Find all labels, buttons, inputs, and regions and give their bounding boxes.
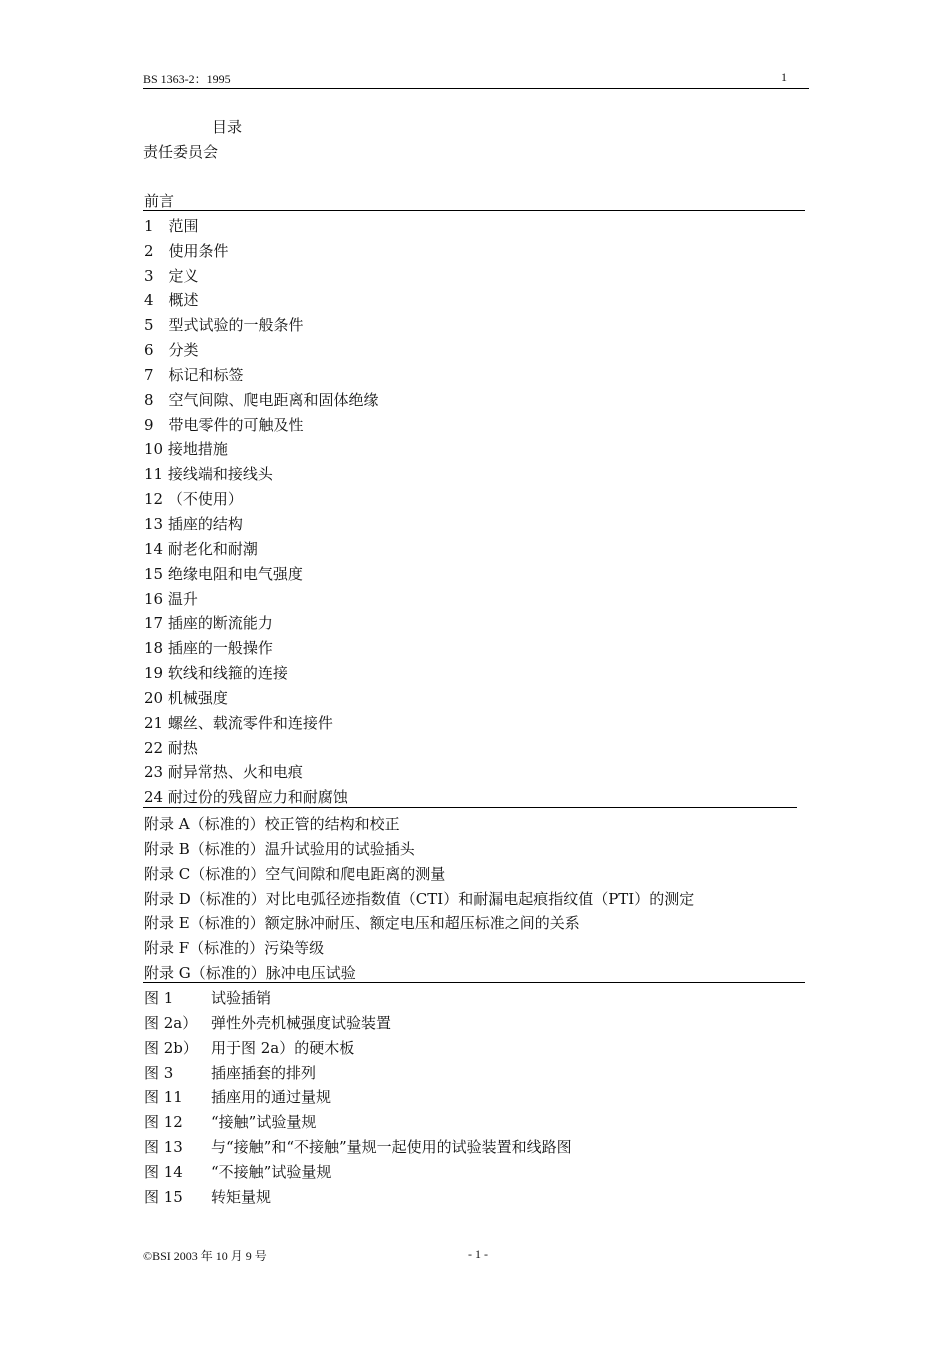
- figure-entry[interactable]: [144, 1185, 572, 1210]
- toc-entry[interactable]: 17 插座的断流能力: [144, 614, 273, 633]
- toc-entry[interactable]: 22 耐热: [144, 738, 198, 757]
- figure-entry[interactable]: [144, 1011, 572, 1036]
- toc-entry[interactable]: 3 定义: [144, 266, 199, 285]
- figure-label: 图 11: [144, 1088, 183, 1107]
- figure-title: “接触”试验量规: [211, 1113, 317, 1132]
- figure-title: 与“接触”和“不接触”量规一起使用的试验装置和线路图: [211, 1138, 572, 1157]
- toc-entry[interactable]: 24 耐过份的残留应力和耐腐蚀: [144, 788, 348, 807]
- toc-entry[interactable]: 11 接线端和接线头: [144, 465, 273, 484]
- figure-entry[interactable]: [144, 1160, 572, 1185]
- figure-title: 插座插套的排列: [211, 1063, 317, 1082]
- header-page-number: 1: [781, 70, 787, 84]
- annex-entry[interactable]: 附录 E（标准的）额定脉冲耐压、额定电压和超压标准之间的关系: [144, 914, 580, 933]
- annex-list: [144, 812, 694, 986]
- figure-entry[interactable]: [144, 986, 572, 1011]
- figure-label: 图 2b）: [144, 1038, 198, 1057]
- toc-entry[interactable]: 4 概述: [144, 291, 199, 310]
- toc-entry[interactable]: 10 接地措施: [144, 440, 228, 459]
- figure-title: 试验插销: [211, 989, 272, 1007]
- annex-entry[interactable]: 附录 A（标准的）校正管的结构和校正: [144, 815, 400, 833]
- figure-entry[interactable]: [144, 1036, 572, 1061]
- figure-entry[interactable]: [144, 1110, 572, 1135]
- figure-entry[interactable]: [144, 1061, 572, 1086]
- toc-entry[interactable]: 2 使用条件: [144, 241, 229, 260]
- sections-end-rule: [143, 807, 797, 808]
- figure-label: 图 3: [144, 1063, 174, 1082]
- toc-entry[interactable]: 9 带电零件的可触及性: [144, 415, 304, 434]
- toc-entry[interactable]: 14 耐老化和耐潮: [144, 539, 258, 558]
- toc-entry[interactable]: 20 机械强度: [144, 688, 228, 707]
- figure-label: 图 15: [144, 1187, 183, 1206]
- annex-entry[interactable]: 附录 B（标准的）温升试验用的试验插头: [144, 839, 415, 858]
- figure-title: 弹性外壳机械强度试验装置: [211, 1013, 392, 1032]
- toc-entry[interactable]: 13 插座的结构: [144, 514, 243, 533]
- toc-entry[interactable]: 16 温升: [144, 589, 198, 608]
- toc-entry-foreword[interactable]: 前言: [144, 192, 175, 210]
- figure-label: 图 14: [144, 1162, 183, 1181]
- toc-entry[interactable]: 21 螺丝、载流零件和连接件: [144, 713, 333, 732]
- annexes-end-rule: [143, 982, 805, 983]
- figure-entry[interactable]: [144, 1135, 572, 1160]
- figure-title: “不接触”试验量规: [211, 1162, 332, 1181]
- section-list: [144, 189, 379, 810]
- figure-label: 图 2a）: [144, 1013, 198, 1032]
- footer-page-number: - 1 -: [468, 1247, 488, 1261]
- toc-entry[interactable]: 6 分类: [144, 341, 199, 360]
- toc-entry[interactable]: 12 （不使用）: [144, 490, 243, 509]
- toc-entry[interactable]: 19 软线和线箍的连接: [144, 664, 288, 683]
- annex-entry[interactable]: 附录 C（标准的）空气间隙和爬电距离的测量: [144, 864, 446, 883]
- footer-copyright: ©BSI 2003 年 10 月 9 号: [143, 1249, 267, 1263]
- figure-title: 用于图 2a）的硬木板: [211, 1038, 355, 1057]
- figure-title: 插座用的通过量规: [211, 1088, 332, 1107]
- toc-entry[interactable]: 18 插座的一般操作: [144, 639, 273, 658]
- figure-entry[interactable]: [144, 1085, 572, 1110]
- toc-title: 目录: [212, 118, 243, 136]
- figure-title: 转矩量规: [211, 1187, 272, 1206]
- foreword-rule: [143, 210, 805, 211]
- toc-entry[interactable]: 1 范围: [144, 216, 199, 235]
- page-header: [143, 68, 809, 89]
- toc-entry[interactable]: 7 标记和标签: [144, 365, 244, 384]
- standard-code: BS 1363-2：1995: [143, 72, 231, 86]
- figure-list: [144, 986, 572, 1210]
- toc-entry[interactable]: 15 绝缘电阻和电气强度: [144, 564, 303, 583]
- toc-entry[interactable]: 23 耐异常热、火和电痕: [144, 763, 303, 782]
- annex-entry[interactable]: 附录 G（标准的）脉冲电压试验: [144, 964, 356, 983]
- figure-label: 图 1: [144, 989, 174, 1007]
- annex-entry[interactable]: 附录 F（标准的）污染等级: [144, 939, 325, 958]
- annex-entry[interactable]: 附录 D（标准的）对比电弧径迹指数值（CTI）和耐漏电起痕指纹值（PTI）的测定: [144, 889, 695, 908]
- figure-label: 图 12: [144, 1113, 183, 1132]
- toc-entry[interactable]: 8 空气间隙、爬电距离和固体绝缘: [144, 390, 379, 409]
- toc-entry[interactable]: 5 型式试验的一般条件: [144, 316, 304, 335]
- committee-entry: 责任委员会: [143, 143, 219, 161]
- figure-label: 图 13: [144, 1138, 183, 1157]
